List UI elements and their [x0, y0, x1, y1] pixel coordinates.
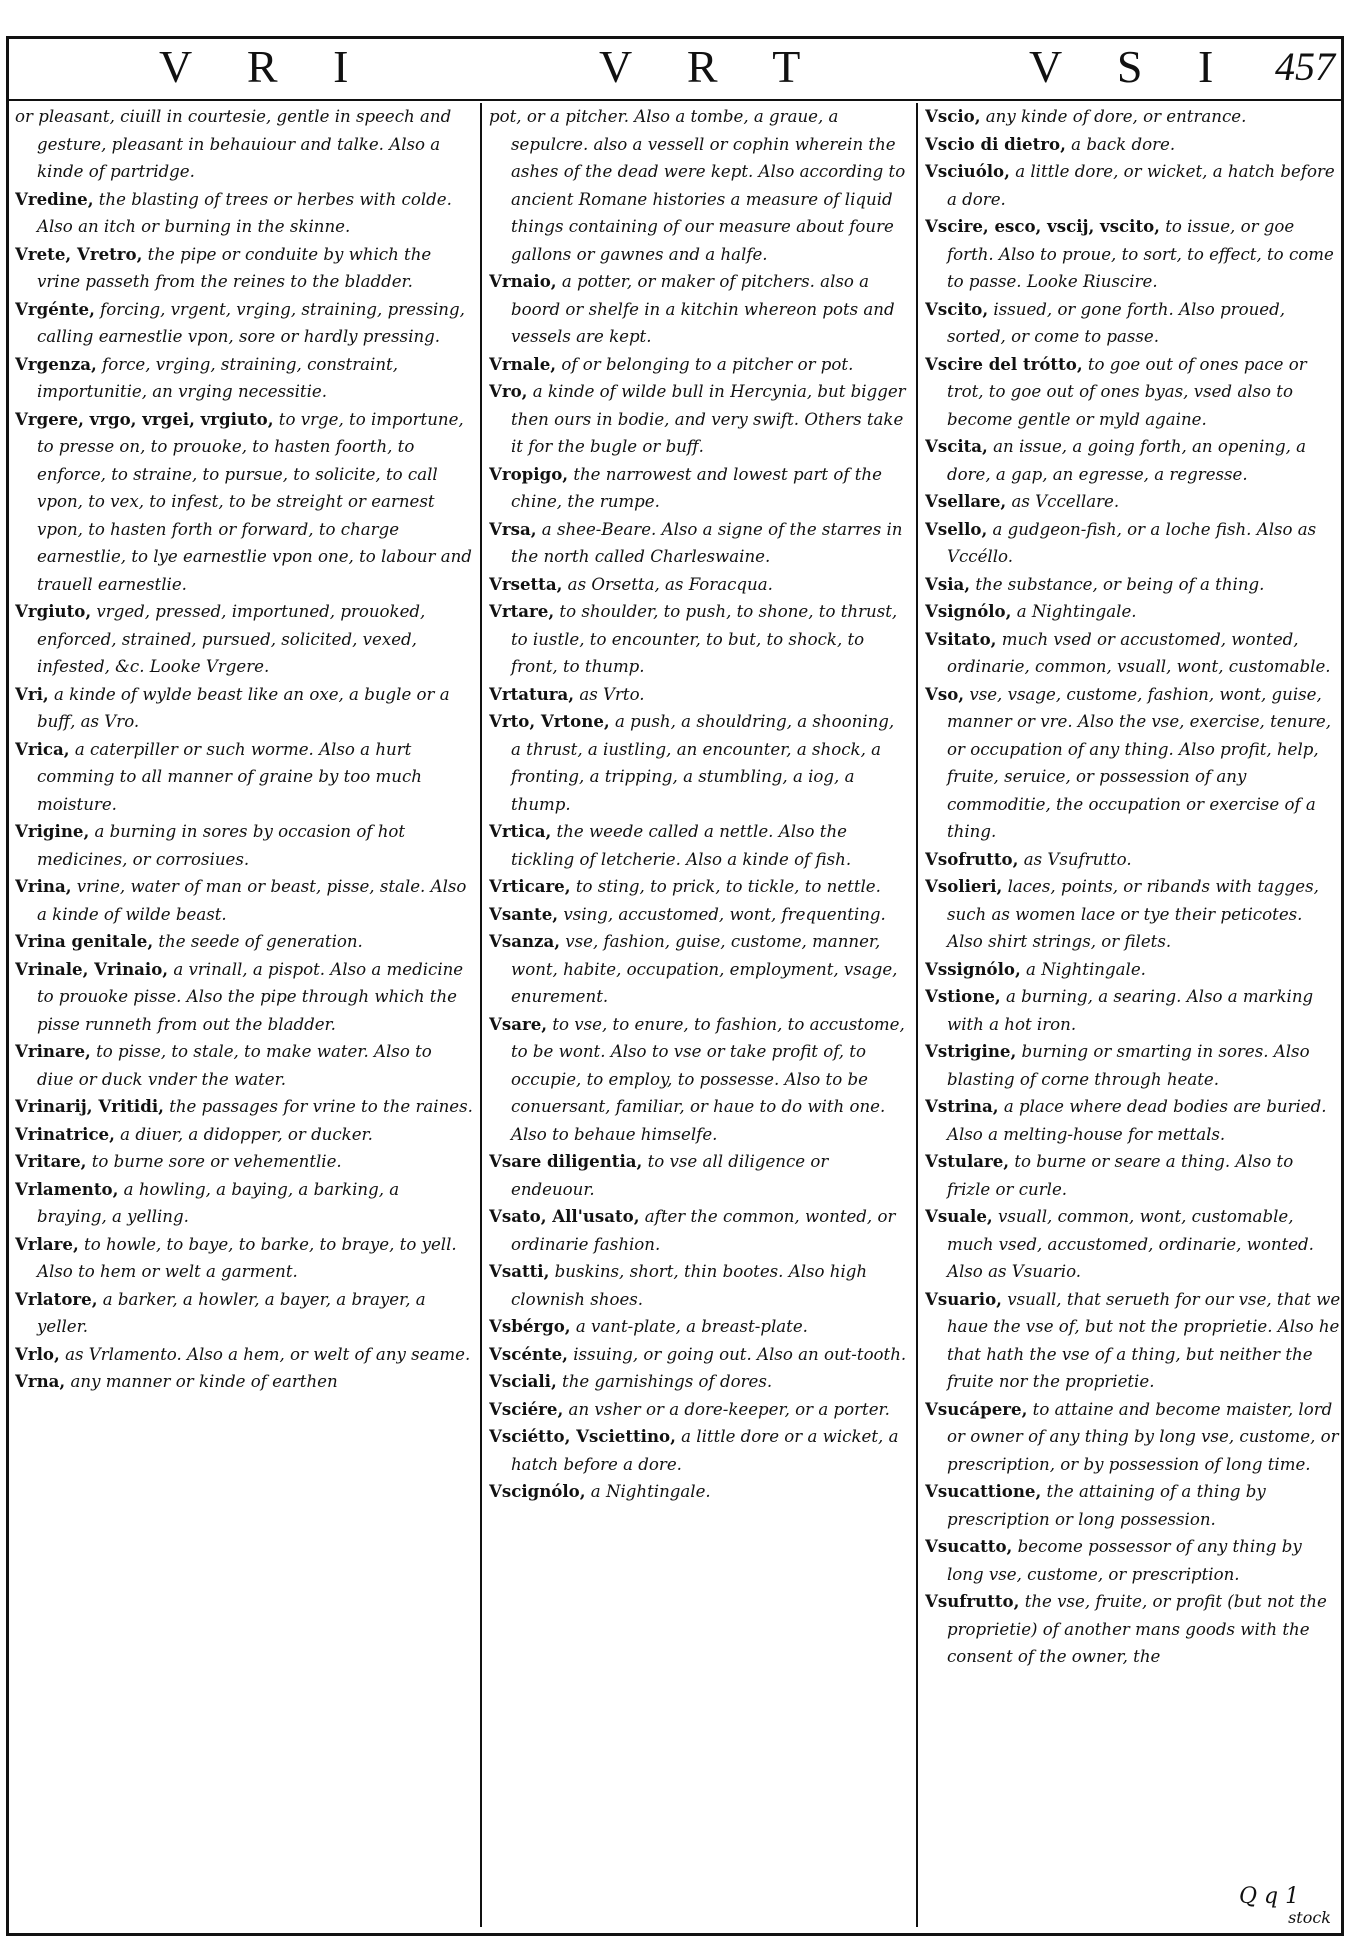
entry-headword: Vscignólo, [489, 1481, 586, 1501]
entry-definition: vse, vsage, custome, fashion, wont, guise, manner or vre. Also the vse, exercise, tenure, or occupation of any thing. Also profit, help, fruite, seruice, or possession of any commoditie, the occupation or exercise of a thing. [947, 684, 1331, 841]
dictionary-entry [15, 1176, 473, 1231]
entry-definition: a vant-plate, a breast-plate. [575, 1317, 808, 1336]
entry-definition: a shee-Beare. Also a signe of the starres in the north called Charleswaine. [511, 519, 903, 566]
entry-headword: Vsciére, [489, 1398, 564, 1419]
entry-definition: to pisse, to stale, to make water. Also to diue or duck vnder the water. [37, 1042, 432, 1089]
entry-headword: Vscénte, [489, 1343, 568, 1364]
entry-headword: Vsante, [489, 903, 559, 924]
entry-definition: a back dore. [1071, 134, 1176, 154]
entry-definition: the attaining of a thing by prescription or long possession. [947, 1482, 1266, 1529]
entry-definition: the garnishings of dores. [562, 1372, 773, 1391]
entry-definition: a little dore, or wicket, a hatch before a dore. [947, 162, 1335, 209]
entry-headword: Vrsa, [489, 518, 537, 539]
header-left: V R I [159, 41, 371, 92]
entry-definition: to vse all diligence or endeuour. [511, 1152, 829, 1199]
entry-headword: Vsatti, [489, 1261, 550, 1281]
entry-definition: a burning in sores by occasion of hot medicines, or corrosiues. [37, 822, 406, 869]
dictionary-entry [489, 1258, 909, 1313]
dictionary-entry [925, 1533, 1341, 1588]
entry-definition: the weede called a nettle. Also the tickling of letcherie. Also a kinde of fish. [511, 822, 852, 869]
dictionary-entry [925, 131, 1341, 159]
entry-headword: Vrlare, [15, 1233, 79, 1254]
catchword: stock [1288, 1908, 1331, 1927]
entry-definition: vsing, accustomed, wont, frequenting. [563, 904, 886, 924]
entry-headword: Vstrigine, [925, 1041, 1017, 1061]
entry-definition: vrged, pressed, importuned, prouoked, enforced, strained, pursued, solicited, vexed, infested, &c. Looke Vrgere. [37, 602, 426, 676]
entry-headword: Vrtare, [489, 601, 555, 621]
entry-definition: a caterpiller or such worme. Also a hurt comming to all manner of graine by too much moisture. [37, 739, 422, 814]
entry-headword: Vsolieri, [925, 876, 1003, 896]
dictionary-entry [15, 1121, 473, 1149]
entry-definition: to howle, to baye, to barke, to braye, to yell. Also to hem or welt a garment. [37, 1234, 457, 1281]
entry-headword: Vro, [489, 381, 528, 401]
dictionary-entry [925, 103, 1341, 131]
header-middle: V R T [599, 41, 823, 92]
header-right: V S I [1029, 41, 1236, 92]
header-rule [9, 99, 1341, 101]
entry-definition: issued, or gone forth. Also proued, sorted, or come to passe. [947, 299, 1286, 346]
entry-headword: Vsuale, [925, 1206, 993, 1226]
entry-definition: laces, points, or ribands with tagges, such as women lace or tye their peticotes. Also shirt strings, or filets. [947, 877, 1319, 951]
entry-definition: a kinde of wilde bull in Hercynia, but bigger then ours in bodie, and very swift. Others take it for the bugle or buff. [511, 382, 906, 456]
entry-headword: Vsucatto, [925, 1536, 1013, 1556]
dictionary-entry [15, 406, 473, 599]
dictionary-entry [489, 708, 909, 818]
dictionary-entry [925, 213, 1341, 296]
column-divider [916, 103, 918, 1927]
entry-headword: Vsignólo, [925, 601, 1012, 621]
entry-definition: to vse, to enure, to fashion, to accustome, to be wont. Also to vse or take profit of, to occupie, to employ, to possesse. Also to be conuersant, familiar, or haue to do with one. Also to behaue himselfe. [511, 1014, 905, 1144]
column-divider [480, 103, 482, 1927]
dictionary-entry [489, 571, 909, 599]
entry-definition: the substance, or being of a thing. [975, 574, 1265, 594]
entry-headword: Vsciuólo, [925, 161, 1010, 181]
dictionary-entry [925, 1478, 1341, 1533]
entry-definition: as Vrlamento. Also a hem, or welt of any seame. [65, 1344, 471, 1364]
dictionary-entry [489, 873, 909, 901]
entry-definition: the pipe or conduite by which the vrine passeth from the reines to the bladder. [37, 244, 432, 291]
entry-definition: the narrowest and lowest part of the chine, the rumpe. [511, 464, 882, 511]
entry-headword: Vredine, [15, 188, 94, 209]
column-1 [15, 103, 473, 1927]
entry-headword: Vscito, [925, 298, 989, 319]
entry-definition: an issue, a going forth, an opening, a dore, a gap, an egresse, a regresse. [947, 437, 1307, 484]
entry-headword: Vsare diligentia, [489, 1151, 643, 1171]
dictionary-entry [489, 351, 909, 379]
dictionary-entry [925, 433, 1341, 488]
entry-headword: Vrina, [15, 876, 72, 896]
entry-headword: Vrtica, [489, 821, 552, 841]
entry-definition: to issue, or goe forth. Also to proue, to sort, to effect, to come to passe. Looke Riuscire. [947, 217, 1334, 291]
entry-definition: to goe out of ones pace or trot, to goe out of ones byas, vsed also to become gentle or myld againe. [947, 354, 1307, 429]
entry-definition: a diuer, a didopper, or ducker. [120, 1124, 373, 1144]
entry-headword: Vrinare, [15, 1041, 91, 1061]
dictionary-entry [489, 901, 909, 929]
running-header [9, 39, 1341, 93]
entry-headword: Vstione, [925, 986, 1001, 1006]
entry-definition: to burne or seare a thing. Also to frizle or curle. [947, 1152, 1294, 1199]
entry-definition: to sting, to prick, to tickle, to nettle. [575, 877, 881, 896]
dictionary-entry [15, 598, 473, 681]
entry-headword: Vrlatore, [15, 1288, 98, 1309]
entry-headword: Vrlamento, [15, 1178, 119, 1199]
dictionary-entry [925, 846, 1341, 874]
dictionary-entry [925, 1286, 1341, 1396]
dictionary-entry [15, 818, 473, 873]
entry-headword: Vrna, [15, 1371, 66, 1391]
dictionary-entry [15, 1341, 473, 1369]
entry-definition: to shoulder, to push, to shone, to thrust, to iustle, to encounter, to but, to shock, to front, to thump. [511, 602, 898, 676]
entry-definition: buskins, short, thin bootes. Also high clownish shoes. [511, 1262, 868, 1309]
dictionary-entry [15, 956, 473, 1039]
entry-headword: Vrgere, vrgo, vrgei, vrgiuto, [15, 408, 274, 429]
dictionary-entry [15, 1286, 473, 1341]
entry-headword: Vrnaio, [489, 271, 557, 291]
dictionary-entry [489, 1341, 909, 1369]
entry-headword: Vrica, [15, 738, 70, 759]
entry-headword: Vscire del trótto, [925, 353, 1083, 374]
dictionary-entry [489, 818, 909, 873]
entry-definition: the blasting of trees or herbes with colde. Also an itch or burning in the skinne. [37, 189, 452, 236]
entry-headword: Vsia, [925, 573, 971, 594]
entry-definition: as Vrto. [579, 684, 645, 704]
signature-mark: Q q 1 [1239, 1884, 1300, 1909]
entry-definition: forcing, vrgent, vrging, straining, pressing, calling earnestlie vpon, sore or hardly pressing. [37, 299, 465, 346]
entry-headword: Vstrina, [925, 1096, 999, 1116]
dictionary-entry [15, 1148, 473, 1176]
dictionary-entry [925, 1588, 1341, 1671]
entry-definition: much vsed or accustomed, wonted, ordinarie, common, vsuall, wont, customable. [947, 629, 1331, 676]
entry-headword: Vsufrutto, [925, 1591, 1020, 1611]
entry-headword: Vsbérgo, [489, 1316, 571, 1336]
entry-definition: to vrge, to importune, to presse on, to prouoke, to hasten foorth, to enforce, to straine, to pursue, to solicite, to call vpon, to vex, to infest, to be streight or earnest vpon, to hasten forth or forward, to charge earnestlie, to lye earnestlie vpon one, to labour and trauell earnestlie. [37, 409, 472, 594]
dictionary-entry [15, 241, 473, 296]
entry-definition: pot, or a pitcher. Also a tombe, a graue, a sepulcre. also a vessell or cophin wherein the ashes of the dead were kept. Also according to ancient Romane histories a measure of liquid things containing of our measure about foure gallons or gawnes and a halfe. [489, 107, 906, 264]
dictionary-entry [15, 296, 473, 351]
entry-definition: a kinde of wylde beast like an oxe, a bugle or a buff, as Vro. [37, 684, 450, 731]
entry-definition: any kinde of dore, or entrance. [985, 107, 1247, 126]
dictionary-entry [489, 103, 909, 268]
dictionary-entry [15, 1038, 473, 1093]
dictionary-entry [489, 516, 909, 571]
entry-definition: a place where dead bodies are buried. Also a melting-house for mettals. [947, 1097, 1327, 1144]
entry-headword: Vrigine, [15, 821, 90, 841]
entry-definition: any manner or kinde of earthen [70, 1372, 338, 1391]
entry-definition: a Nightingale. [590, 1482, 711, 1501]
entry-headword: Vsellare, [925, 491, 1007, 511]
dictionary-entry [925, 571, 1341, 599]
dictionary-entry [15, 736, 473, 819]
dictionary-entry [489, 461, 909, 516]
dictionary-entry [15, 681, 473, 736]
dictionary-entry [489, 1368, 909, 1396]
entry-headword: Vrgénte, [15, 298, 95, 319]
dictionary-entry [925, 488, 1341, 516]
entry-headword: Vsofrutto, [925, 848, 1019, 869]
dictionary-entry [489, 1148, 909, 1203]
dictionary-entry [925, 598, 1341, 626]
entry-definition: force, vrging, straining, constraint, importunitie, an vrging necessitie. [37, 354, 398, 401]
dictionary-entry [489, 268, 909, 351]
entry-definition: a burning, a searing. Also a marking with a hot iron. [947, 987, 1314, 1034]
entry-definition: become possessor of any thing by long vse, custome, or prescription. [947, 1537, 1302, 1584]
entry-definition: after the common, wonted, or ordinarie fashion. [511, 1207, 896, 1254]
entry-definition: an vsher or a dore-keeper, or a porter. [568, 1399, 890, 1419]
dictionary-entry [489, 378, 909, 461]
dictionary-entry [15, 873, 473, 928]
entry-definition: a vrinall, a pispot. Also a medicine to prouoke pisse. Also the pipe through which the pisse runneth from out the bladder. [37, 959, 464, 1034]
entry-headword: Vrnale, [489, 353, 557, 374]
dictionary-entry [925, 983, 1341, 1038]
entry-definition: the seede of generation. [158, 932, 363, 951]
entry-headword: Vsucápere, [925, 1398, 1028, 1419]
entry-definition: a Nightingale. [1016, 602, 1137, 621]
dictionary-entry [489, 1478, 909, 1506]
entry-headword: Vrtatura, [489, 683, 575, 704]
entry-definition: as Vccellare. [1011, 492, 1120, 511]
entry-definition: burning or smarting in sores. Also blasting of corne through heate. [947, 1042, 1310, 1089]
entry-definition: of or belonging to a pitcher or pot. [561, 354, 854, 374]
entry-headword: Vritare, [15, 1151, 87, 1171]
page-number: 457 [1275, 44, 1335, 89]
entry-headword: Vsucattione, [925, 1481, 1042, 1501]
entry-headword: Vscio di dietro, [925, 133, 1066, 154]
entry-headword: Vrto, Vrtone, [489, 711, 610, 731]
entry-headword: Vsciétto, Vsciettino, [489, 1426, 676, 1446]
column-3 [925, 103, 1341, 1927]
entry-headword: Vrete, Vretro, [15, 243, 143, 264]
entry-definition: as Vsufrutto. [1023, 849, 1132, 869]
dictionary-entry [925, 1396, 1341, 1479]
dictionary-entry [489, 1313, 909, 1341]
dictionary-entry [489, 681, 909, 709]
dictionary-entry [925, 351, 1341, 434]
dictionary-entry [15, 186, 473, 241]
entry-definition: a howling, a baying, a barking, a braying, a yelling. [37, 1179, 400, 1226]
dictionary-entry [489, 1423, 909, 1478]
entry-headword: Vrinale, Vrinaio, [15, 958, 169, 979]
dictionary-entry [489, 928, 909, 1011]
dictionary-entry [925, 296, 1341, 351]
dictionary-entry [925, 1148, 1341, 1203]
dictionary-entry [15, 1093, 473, 1121]
entry-definition: vrine, water of man or beast, pisse, stale. Also a kinde of wilde beast. [37, 877, 467, 924]
column-2 [489, 103, 909, 1927]
entry-headword: Vrinarij, Vritidi, [15, 1096, 164, 1116]
entry-headword: Vsciali, [489, 1371, 557, 1391]
entry-headword: Vri, [15, 683, 49, 704]
entry-definition: a potter, or maker of pitchers. also a boord or shelfe in a kitchin whereon pots and vessels are kept. [511, 272, 895, 346]
dictionary-entry [15, 1368, 473, 1396]
entry-definition: the vse, fruite, or profit (but not the proprietie) of another mans goods with the consent of the owner, the [947, 1592, 1327, 1666]
entry-headword: Vsitato, [925, 628, 997, 649]
dictionary-entry [925, 516, 1341, 571]
entry-definition: a push, a shouldring, a shooning, a thrust, a iustling, an encounter, a shock, a fronting, a tripping, a stumbling, a iog, a thump. [511, 712, 895, 814]
entry-definition: vse, fashion, guise, custome, manner, wont, habite, occupation, employment, vsage, enurement. [511, 932, 898, 1006]
entry-headword: Vso, [925, 683, 965, 704]
dictionary-entry [925, 1093, 1341, 1148]
entry-headword: Vrinatrice, [15, 1123, 115, 1144]
entry-definition: a little dore or a wicket, a hatch before a dore. [511, 1427, 899, 1474]
entry-definition: the passages for vrine to the raines. [169, 1097, 473, 1116]
entry-headword: Vrgiuto, [15, 601, 92, 621]
dictionary-entry [925, 1203, 1341, 1286]
entry-definition: as Orsetta, as Foracqua. [567, 574, 773, 594]
entry-definition: to attaine and become maister, lord or owner of any thing by long vse, custome, or prescription, or by possession of long time. [947, 1399, 1339, 1474]
entry-headword: Vrticare, [489, 876, 571, 896]
dictionary-entry [925, 158, 1341, 213]
dictionary-entry [489, 1203, 909, 1258]
entry-headword: Vropigo, [489, 463, 569, 484]
dictionary-entry [925, 681, 1341, 846]
entry-headword: Vsello, [925, 518, 988, 539]
entry-headword: Vscio, [925, 106, 981, 126]
dictionary-entry [489, 1011, 909, 1149]
dictionary-entry [15, 103, 473, 186]
dictionary-entry [925, 956, 1341, 984]
dictionary-entry [925, 626, 1341, 681]
entry-headword: Vscire, esco, vscij, vscito, [925, 216, 1160, 236]
entry-definition: issuing, or going out. Also an out-tooth. [573, 1344, 907, 1364]
entry-headword: Vscita, [925, 436, 988, 456]
entry-headword: Vsare, [489, 1013, 548, 1034]
entry-definition: vsuall, that serueth for our vse, that we haue the vse of, but not the proprietie. Also he that hath the vse of a thing, but neither the fruite nor the proprietie. [947, 1289, 1341, 1391]
dictionary-entry [925, 1038, 1341, 1093]
dictionary-page [6, 36, 1344, 1936]
entry-definition: or pleasant, ciuill in courtesie, gentle in speech and gesture, pleasant in behauiour and talke. Also a kinde of partridge. [15, 107, 452, 181]
entry-definition: a gudgeon-fish, or a loche fish. Also as Vccéllo. [947, 519, 1317, 566]
entry-definition: a barker, a howler, a bayer, a brayer, a yeller. [37, 1289, 426, 1336]
entry-headword: Vssignólo, [925, 958, 1021, 979]
entry-headword: Vsato, All'usato, [489, 1206, 640, 1226]
dictionary-entry [489, 1396, 909, 1424]
entry-headword: Vrgenza, [15, 353, 97, 374]
dictionary-entry [489, 598, 909, 681]
entry-definition: a Nightingale. [1026, 959, 1146, 979]
entry-definition: to burne sore or vehementlie. [91, 1152, 342, 1171]
dictionary-entry [15, 928, 473, 956]
entry-headword: Vsanza, [489, 931, 560, 951]
dictionary-entry [15, 351, 473, 406]
entry-headword: Vrsetta, [489, 573, 563, 594]
dictionary-entry [15, 1231, 473, 1286]
entry-definition: vsuall, common, wont, customable, much vsed, accustomed, ordinarie, wonted. Also as Vsuario. [947, 1207, 1314, 1281]
entry-headword: Vstulare, [925, 1151, 1010, 1171]
entry-headword: Vrlo, [15, 1343, 60, 1364]
entry-headword: Vsuario, [925, 1288, 1002, 1309]
entry-headword: Vrina genitale, [15, 931, 154, 951]
dictionary-entry [925, 873, 1341, 956]
